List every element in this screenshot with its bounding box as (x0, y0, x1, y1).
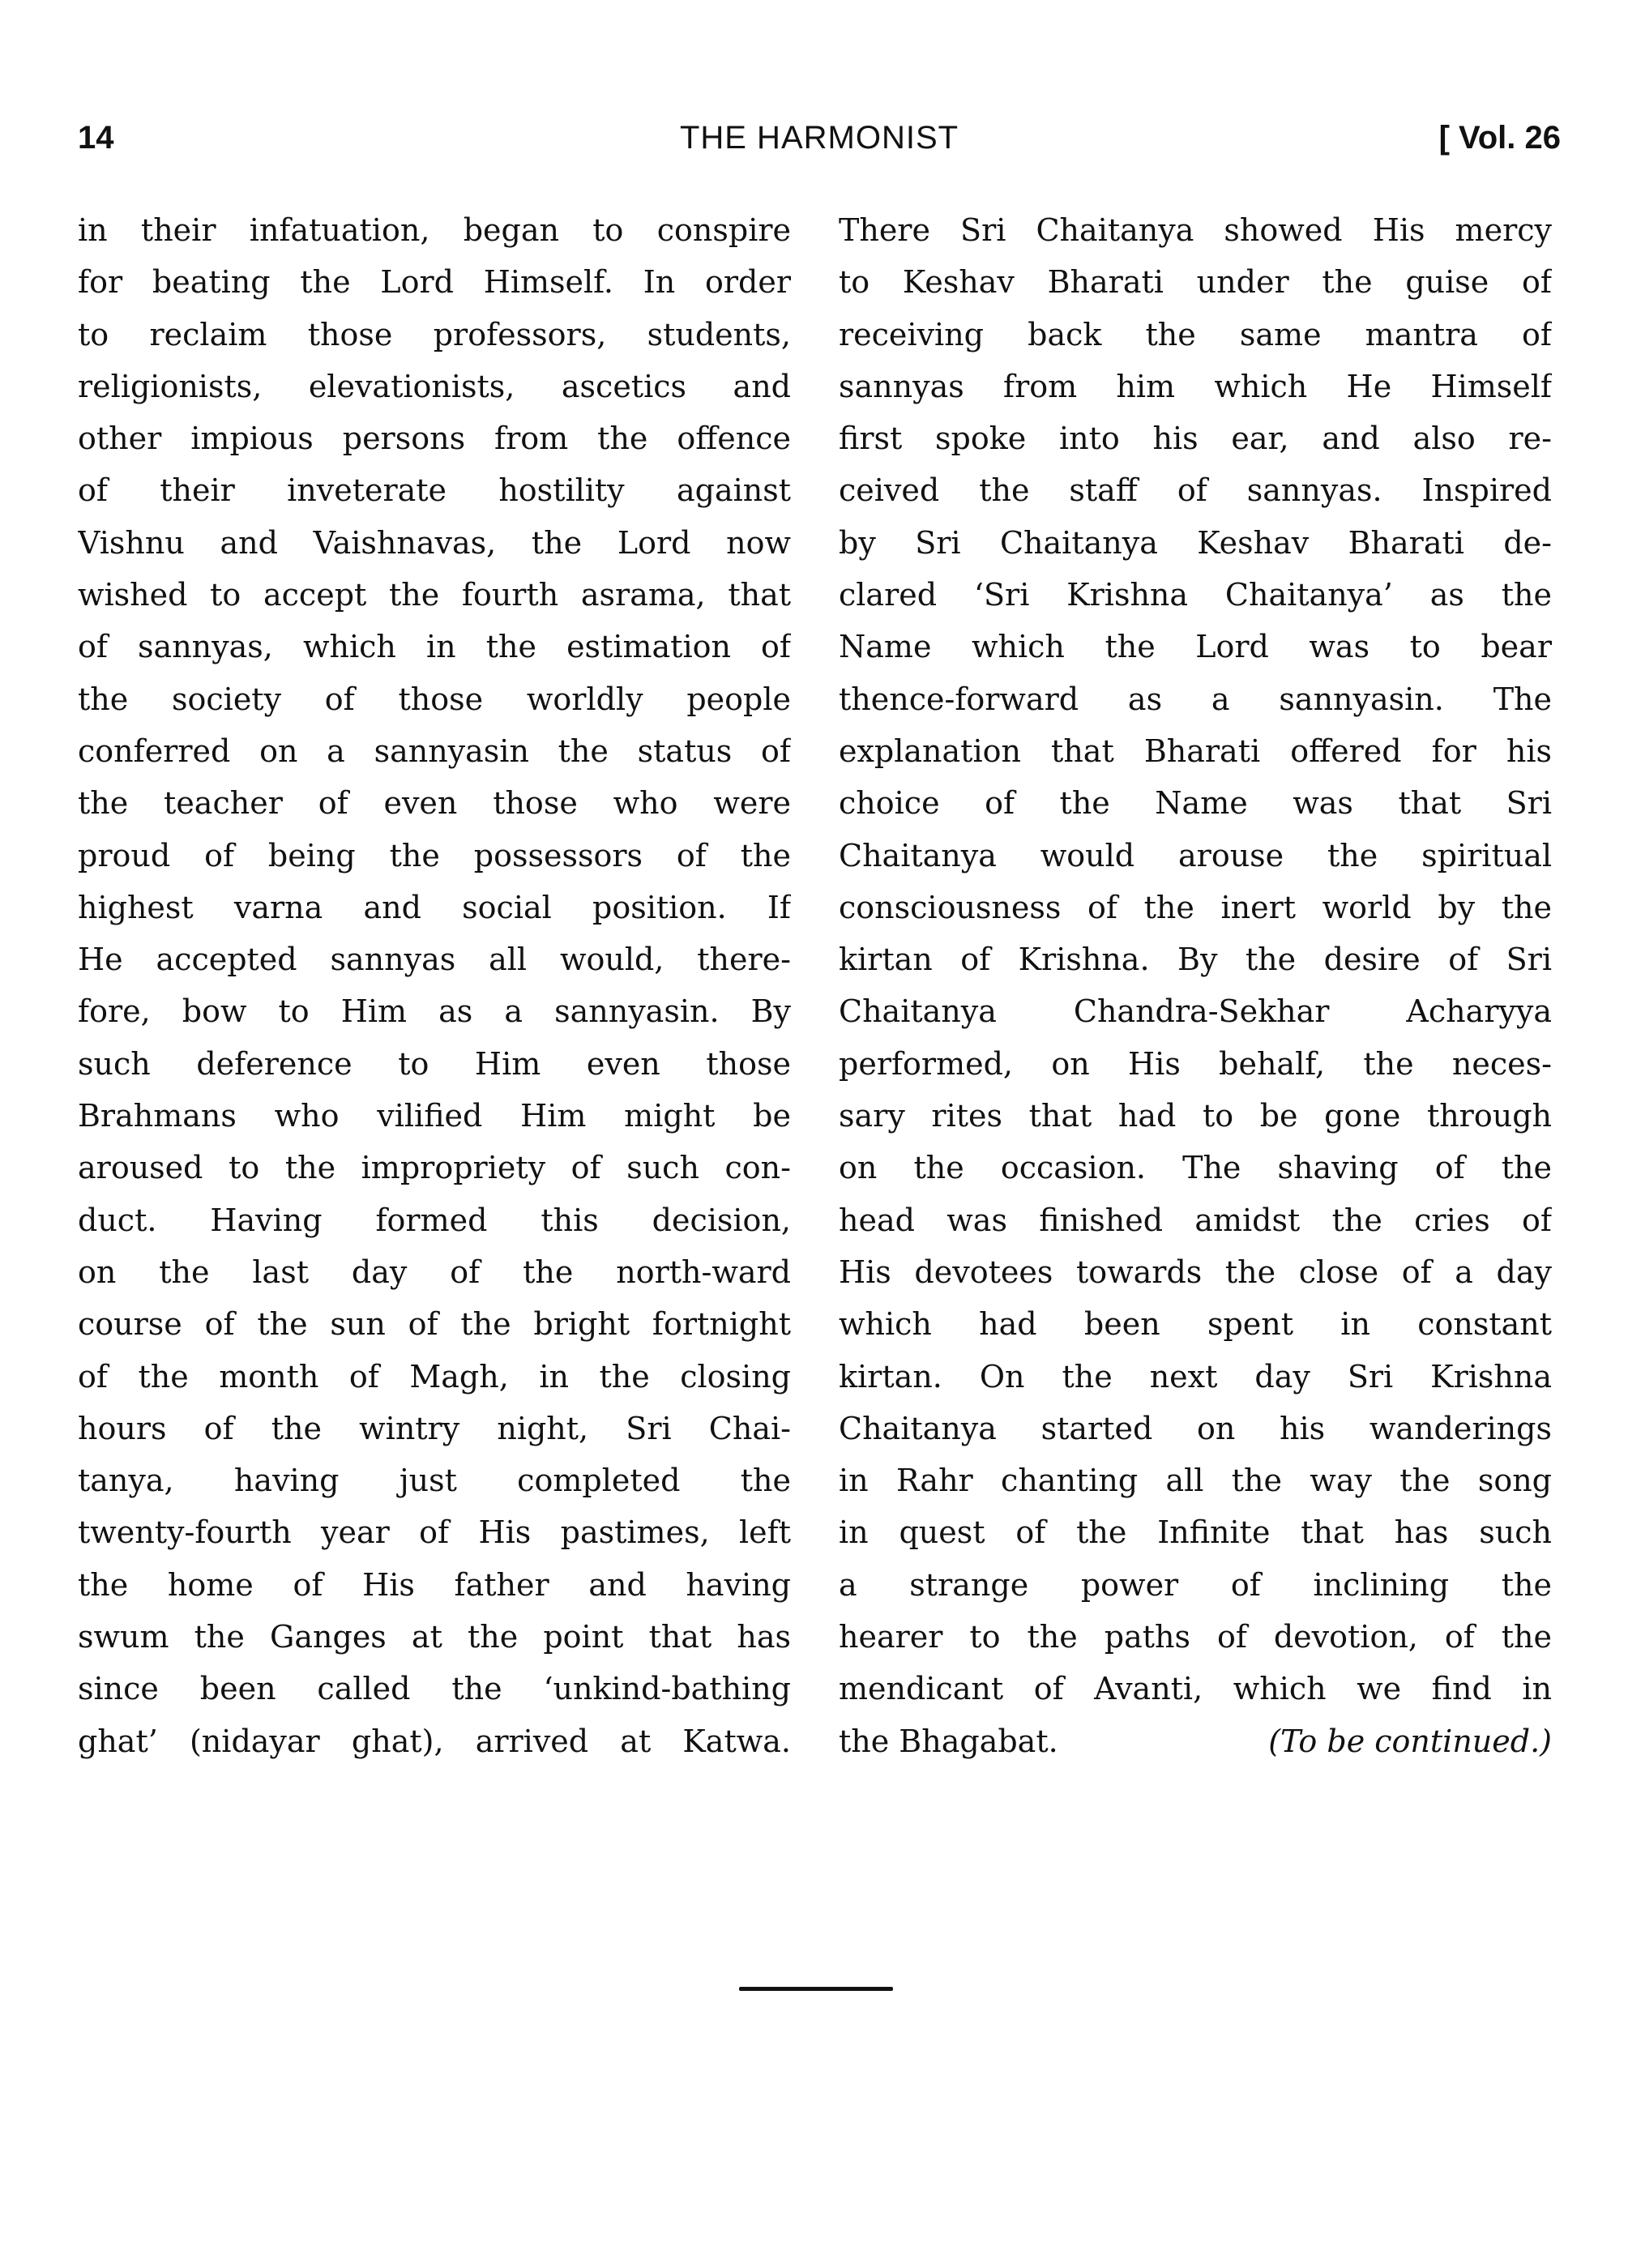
text-line: tanya, having just completed the (78, 1463, 791, 1499)
text-line: clared ‘Sri Krishna Chaitanya’ as the (839, 577, 1552, 613)
text-line: for beating the Lord Himself. In order (78, 264, 791, 301)
text-line: Vishnu and Vaishnavas, the Lord now (78, 524, 791, 561)
text-line: His devotees towards the close of a day (839, 1254, 1552, 1290)
text-line: of their inveterate hostility against (78, 472, 791, 509)
text-line: performed, on His behalf, the neces- (839, 1045, 1552, 1082)
text-line: proud of being the possessors of the (78, 837, 791, 873)
text-line: of the month of Magh, in the closing (78, 1358, 791, 1395)
text-line: such deference to Him even those (78, 1045, 791, 1082)
text-line: the home of His father and having (78, 1566, 791, 1603)
text-line: in their infatuation, began to conspire (78, 212, 791, 248)
text-line: receiving back the same mantra of (839, 316, 1552, 352)
text-line: hearer to the paths of devotion, of the (839, 1619, 1552, 1655)
text-line: duct. Having formed this decision, (78, 1202, 791, 1238)
text-line: Chaitanya Chandra-Sekhar Acharyya (839, 993, 1552, 1030)
text-line: mendicant of Avanti, which we find in (839, 1671, 1552, 1707)
text-line: hours of the wintry night, Sri Chai- (78, 1410, 791, 1446)
page-number: 14 (78, 120, 114, 156)
text-line: kirtan of Krishna. By the desire of Sri (839, 942, 1552, 978)
text-line: fore, bow to Him as a sannyasin. By (78, 993, 791, 1030)
text-line: a strange power of inclining the (839, 1566, 1552, 1603)
text-line: swum the Ganges at the point that has (78, 1619, 791, 1655)
text-line: religionists, elevationists, ascetics and (78, 368, 791, 404)
text-line: consciousness of the inert world by the (839, 889, 1552, 925)
text-line: to reclaim those professors, students, (78, 316, 791, 352)
final-line (839, 1715, 1552, 1767)
text-line: sannyas from him which He Himself (839, 368, 1552, 404)
right-column (839, 204, 1552, 1767)
journal-title: THE HARMONIST (679, 120, 959, 156)
text-line: ghat’ (nidayar ghat), arrived at Katwa. (78, 1723, 791, 1759)
text-line: of sannyas, which in the estimation of (78, 629, 791, 665)
text-line: He accepted sannyas all would, there- (78, 942, 791, 978)
text-line: in Rahr chanting all the way the song (839, 1463, 1552, 1499)
text-line: ceived the staff of sannyas. Inspired (839, 472, 1552, 509)
text-line: first spoke into his ear, and also re- (839, 421, 1552, 457)
text-line: on the last day of the north-ward (78, 1254, 791, 1290)
text-line: thence-forward as a sannyasin. The (839, 681, 1552, 717)
text-line: which had been spent in constant (839, 1306, 1552, 1343)
continued-note: (To be continued.) (1268, 1723, 1552, 1759)
text-line: explanation that Bharati offered for his (839, 733, 1552, 769)
text-line: Chaitanya started on his wanderings (839, 1410, 1552, 1446)
text-line: the teacher of even those who were (78, 785, 791, 822)
volume-label: [ Vol. 26 (1438, 120, 1561, 156)
text-line: aroused to the impropriety of such con- (78, 1150, 791, 1186)
text-line: conferred on a sannyasin the status of (78, 733, 791, 769)
page-header (78, 120, 1561, 169)
text-line: since been called the ‘unkind-bathing (78, 1671, 791, 1707)
end-divider (739, 1987, 893, 1991)
text-line: in quest of the Infinite that has such (839, 1514, 1552, 1551)
text-line: There Sri Chaitanya showed His mercy (839, 212, 1552, 248)
text-line: other impious persons from the offence (78, 421, 791, 457)
text-line: Brahmans who vilified Him might be (78, 1098, 791, 1134)
text-line: the society of those worldly people (78, 681, 791, 717)
text-line: sary rites that had to be gone through (839, 1098, 1552, 1134)
text-line: twenty-fourth year of His pastimes, left (78, 1514, 791, 1551)
text-line: head was finished amidst the cries of (839, 1202, 1552, 1238)
text-line: Name which the Lord was to bear (839, 629, 1552, 665)
text-line: course of the sun of the bright fortnight (78, 1306, 791, 1343)
final-line-text: the Bhagabat. (839, 1723, 1058, 1759)
text-line: on the occasion. The shaving of the (839, 1150, 1552, 1186)
text-line: kirtan. On the next day Sri Krishna (839, 1358, 1552, 1395)
text-line: by Sri Chaitanya Keshav Bharati de- (839, 524, 1552, 561)
text-line: highest varna and social position. If (78, 889, 791, 925)
left-column (78, 204, 791, 1767)
text-line: Chaitanya would arouse the spiritual (839, 837, 1552, 873)
text-line: wished to accept the fourth asrama, that (78, 577, 791, 613)
text-line: to Keshav Bharati under the guise of (839, 264, 1552, 301)
text-line: choice of the Name was that Sri (839, 785, 1552, 822)
